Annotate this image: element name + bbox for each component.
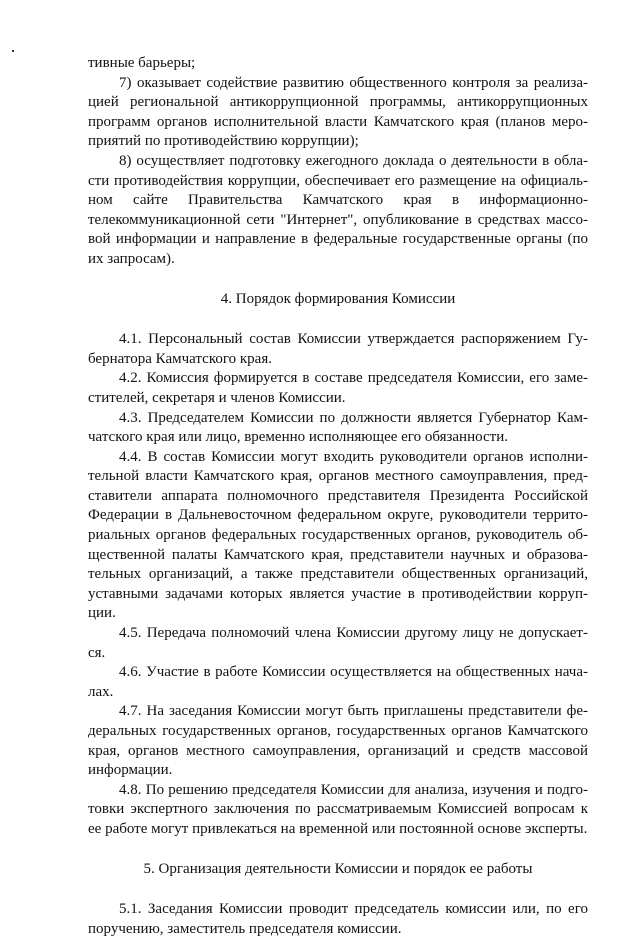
text-line: ее работе могут привлекаться на временной или постоянной основе эксперты. (88, 820, 588, 837)
text-line: 4.6. Участие в работе Комиссии осуществляется на общественных нача- (119, 664, 588, 681)
text-line: товки экспертного заключения по рассматриваемым Комиссией вопросам к (88, 801, 588, 818)
text-line: уставными задачами которых является участие в противодействии корруп- (88, 585, 588, 602)
text-line: поручению, заместитель председателя комиссии. (88, 920, 402, 937)
text-line: края, органов местного самоуправления, организаций и средств массовой (88, 742, 588, 759)
paragraph-4-1 (88, 330, 588, 369)
text-line: 4.5. Передача полномочий члена Комиссии другому лицу не допускает- (119, 625, 588, 642)
text-line: деральных государственных органов, государственных органов Камчатского (88, 723, 588, 739)
text-line: 4.4. В состав Комиссии могут входить руководители органов исполни- (119, 448, 588, 465)
text-line: бернатора Камчатского края. (88, 350, 272, 367)
list-item-7 (88, 74, 588, 152)
text-line: 8) осуществляет подготовку ежегодного доклада о деятельности в обла- (119, 152, 588, 169)
text-line: телекоммуникационной сети "Интернет", опубликование в средствах массо- (88, 211, 588, 228)
text-line: стителей, секретаря и членов Комиссии. (88, 389, 346, 406)
text-line: информации. (88, 762, 173, 779)
text-line: лах. (88, 683, 114, 700)
text-line: приятий по противодействию коррупции); (88, 133, 359, 150)
text-line: ставители аппарата полномочного представителя Президента Российской (88, 487, 588, 504)
text-line: чатского края или лицо, временно исполняющее его обязанности. (88, 429, 508, 446)
paragraph-4-3 (88, 409, 588, 448)
text-line: вой информации и направление в федеральные государственные органы (по (88, 231, 588, 248)
text-line: тивные барьеры; (88, 55, 196, 71)
paragraph-4-6 (88, 663, 588, 702)
text-line: 7) оказывает содействие развитию общественного контроля за реализа- (119, 74, 588, 91)
text-line: тельной власти Камчатского края, органов местного самоуправления, пред- (88, 468, 588, 485)
text-line: их запросам). (88, 250, 175, 267)
section-4-heading: 4. Порядок формирования Комиссии (220, 290, 456, 307)
list-item-8 (88, 152, 588, 270)
section-5-heading: 5. Организация деятельности Комиссии и порядок ее работы (143, 860, 533, 877)
text-line: ции. (88, 605, 116, 622)
text-line: 4.3. Председателем Комиссии по должности является Губернатор Кам- (119, 409, 588, 426)
text-line: 4.8. По решению председателя Комиссии для анализа, изучения и подго- (119, 781, 588, 798)
text-line: тельных организаций, а также представители общественных организаций, (88, 566, 588, 583)
scan-speck (12, 50, 14, 52)
paragraph-4-7 (88, 702, 588, 780)
document-page (88, 54, 588, 939)
text-line: 4.7. На заседания Комиссии могут быть приглашены представители фе- (119, 703, 588, 720)
paragraph-4-4 (88, 448, 588, 624)
text-line: цией региональной антикоррупционной программы, антикоррупционных (88, 94, 588, 111)
paragraph-4-2 (88, 369, 588, 408)
text-line: 5.1. Заседания Комиссии проводит председатель комиссии или, по его (119, 901, 588, 918)
text-line: риальных органов федеральных государственных органов, руководитель об- (88, 527, 588, 544)
paragraph-5-1 (88, 900, 588, 939)
paragraph-continuation (88, 54, 588, 74)
paragraph-4-8 (88, 781, 588, 840)
text-line: программ органов исполнительной власти Камчатского края (планов меро- (88, 113, 588, 130)
text-line: Федерации в Дальневосточном федеральном округе, руководители террито- (88, 507, 588, 524)
text-line: щественной палаты Камчатского края, представители научных и образова- (88, 546, 588, 563)
text-line: 4.2. Комиссия формируется в составе председателя Комиссии, его заме- (119, 370, 588, 387)
paragraph-4-5 (88, 624, 588, 663)
text-line: ся. (88, 644, 106, 661)
text-line: сти противодействия коррупции, обеспечивает его размещение на официаль- (88, 172, 588, 189)
text-line: ном сайте Правительства Камчатского края в информационно- (88, 192, 588, 209)
text-line: 4.1. Персональный состав Комиссии утверждается распоряжением Гу- (119, 331, 588, 348)
